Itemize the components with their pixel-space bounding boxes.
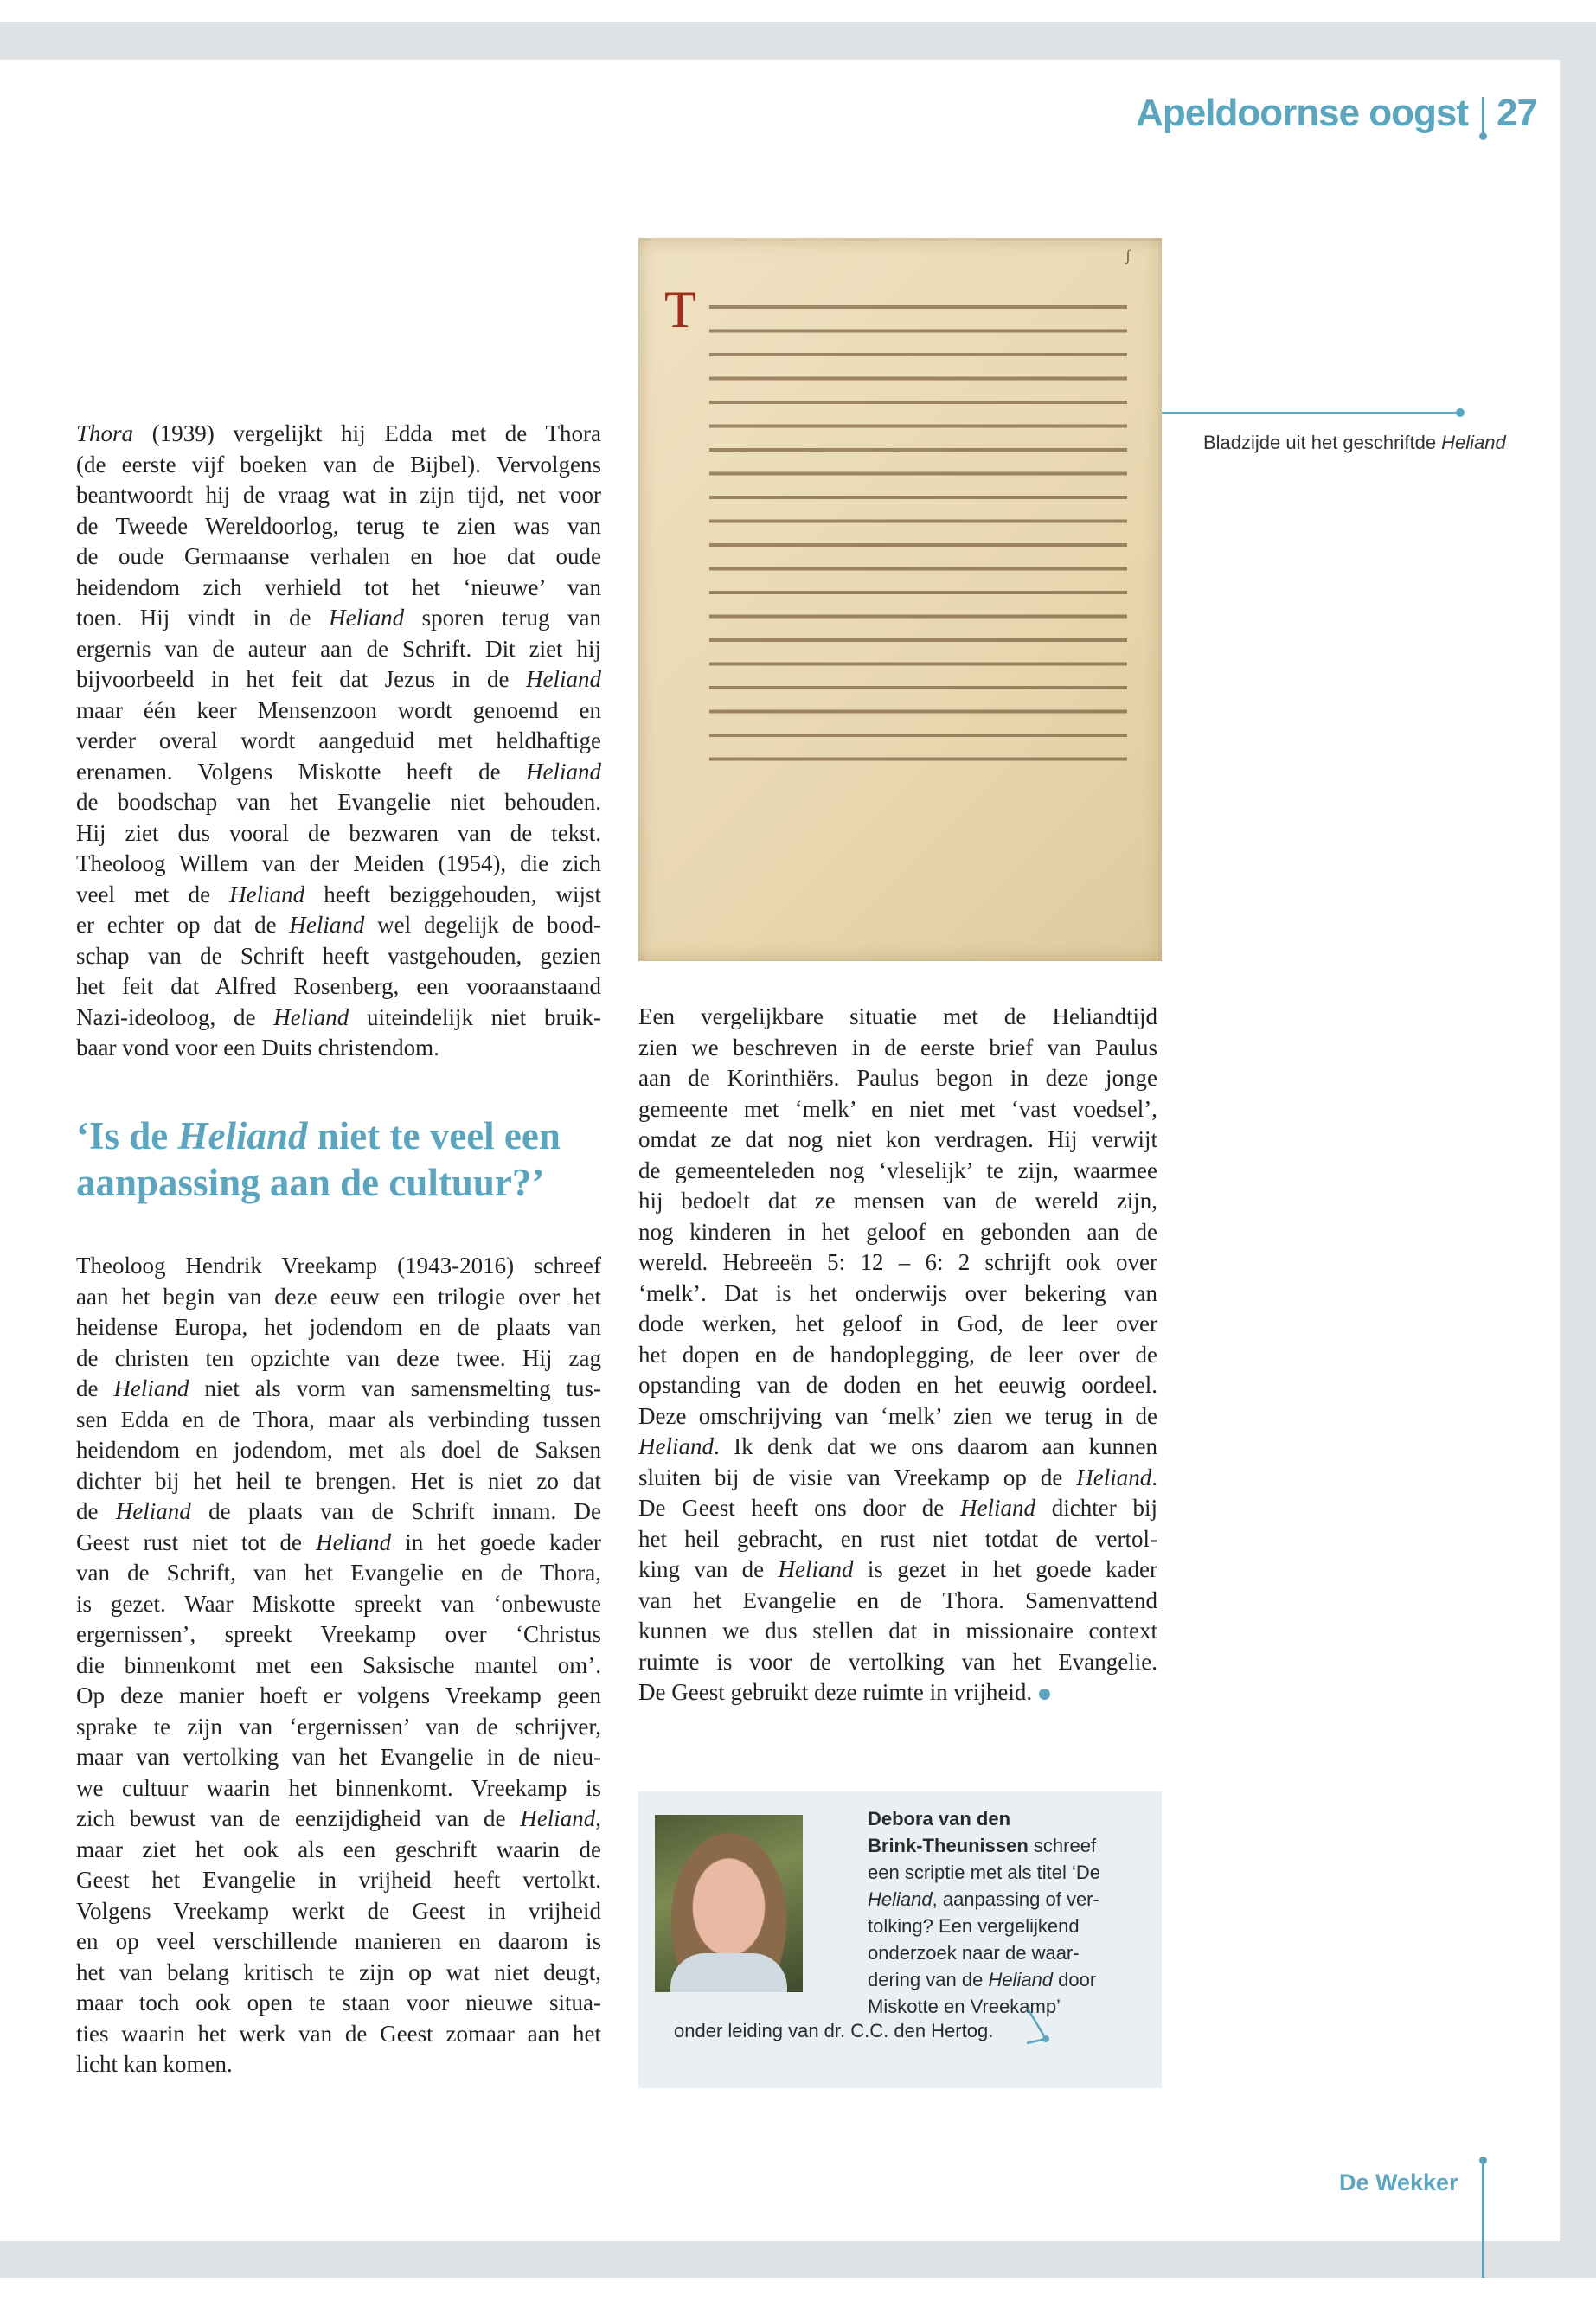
- text-line: [76, 1681, 601, 1712]
- text-span: toen. Hij vindt in de: [76, 605, 330, 631]
- footer-line: [1482, 2160, 1484, 2278]
- text-line: [76, 941, 601, 972]
- text-line: [76, 695, 601, 727]
- author-bio-text: [868, 1805, 1100, 2020]
- text-span: niet te veel een: [307, 1114, 561, 1157]
- text-span: erenamen. Volgens Miskotte heeft de: [76, 758, 526, 785]
- text-line: [868, 1966, 1100, 1993]
- text-span: Bladzijde uit het geschrift: [1203, 432, 1415, 453]
- text-line: [76, 1742, 601, 1773]
- text-span: onderzoek naar de waar-: [868, 1942, 1080, 1964]
- text-line: [76, 787, 601, 818]
- text-line: [76, 757, 601, 788]
- text-span: aan de Korinthiërs. Paulus begon in deze jonge: [638, 1065, 1157, 1091]
- text-span: door: [1053, 1969, 1097, 1990]
- text-line: [638, 1524, 1157, 1555]
- text-span: gemeente met ‘melk’ en niet met ‘vast voedsel’,: [638, 1095, 1157, 1122]
- text-span: sluiten bij de visie van Vreekamp op de: [638, 1464, 1077, 1490]
- text-span: aanpassing aan de cultuur?’: [76, 1161, 545, 1204]
- text-span: zich bewust van de eenzijdigheid van de: [76, 1805, 521, 1831]
- text-span: hij bedoelt dat ze mensen van de wereld zijn,: [638, 1188, 1157, 1214]
- text-line: [638, 1463, 1157, 1494]
- text-span: niet als vorm van samensmelting tus-: [189, 1375, 602, 1401]
- text-line: [76, 480, 601, 511]
- text-span: ‘Is de: [76, 1114, 178, 1157]
- text-span: de boodschap van het Evangelie niet behouden.: [76, 789, 601, 815]
- text-span: veel met de: [76, 881, 230, 907]
- figure-caption: [1203, 430, 1506, 456]
- italic-text: Heliand: [526, 758, 601, 785]
- text-line: [76, 971, 601, 1003]
- italic-text: Heliand: [177, 1114, 308, 1157]
- text-line: [76, 1528, 601, 1559]
- text-span: ruimte is voor de vertolking van het Evangelie.: [638, 1648, 1157, 1675]
- text-span: Hij ziet dus vooral de bezwaren van de tekst.: [76, 819, 601, 846]
- text-span: ties waarin het werk van de Geest zomaar aan het: [76, 2020, 601, 2047]
- manuscript-image: [638, 238, 1162, 961]
- italic-text: Heliand: [778, 1556, 854, 1582]
- text-line: [76, 1466, 601, 1497]
- text-line: [76, 419, 601, 450]
- text-span: king van de: [638, 1556, 779, 1582]
- text-span: schreef: [1028, 1835, 1097, 1856]
- text-line: [638, 1309, 1157, 1340]
- text-span: , aanpassing of ver-: [932, 1888, 1099, 1910]
- text-line: [76, 1804, 601, 1835]
- right-band: [1560, 22, 1596, 2278]
- bio-corner-arrow-icon: [1023, 2007, 1075, 2059]
- text-span: heidense Europa, het jodendom en de plaats van: [76, 1314, 601, 1340]
- text-span: wel degelijk de bood-: [364, 912, 601, 938]
- text-line: [76, 1343, 601, 1375]
- text-line: [76, 1497, 601, 1528]
- text-line: [638, 1493, 1157, 1524]
- italic-text: Heliand: [289, 912, 365, 938]
- text-span: heidendom en jodendom, met als doel de Saksen: [76, 1437, 601, 1463]
- text-span: schap van de Schrift heeft vastgehouden, gezien: [76, 942, 601, 969]
- italic-text: Heliand: [113, 1375, 189, 1401]
- text-line: [76, 1033, 601, 1064]
- text-span: van de Schrift, van het Evangelie en de Thora,: [76, 1560, 601, 1586]
- text-span: de oude Germaanse verhalen en hoe dat oude: [76, 543, 601, 569]
- text-line: [638, 1616, 1157, 1647]
- text-span: verder overal wordt aangeduid met heldhaftige: [76, 727, 601, 753]
- text-line: [638, 1033, 1157, 1064]
- text-line: [638, 1586, 1157, 1617]
- section-title: Apeldoornse oogst: [1136, 92, 1469, 134]
- text-line: [638, 1156, 1157, 1187]
- right-column: [638, 1002, 1157, 1708]
- text-span: heidendom zich verhield tot het ‘nieuwe’ van: [76, 574, 601, 600]
- text-span: de: [76, 1498, 116, 1524]
- text-line: [76, 1558, 601, 1589]
- text-span: Volgens Vreekamp werkt de Geest in vrijheid: [76, 1897, 601, 1924]
- text-span: de: [1414, 432, 1442, 453]
- text-span: Theoloog Willem van der Meiden (1954), die zich: [76, 850, 601, 876]
- footer-dot: [1479, 2157, 1487, 2164]
- text-line: [76, 1003, 601, 1034]
- text-line: [868, 1805, 1100, 1832]
- text-line: [638, 1677, 1157, 1708]
- text-span: nog kinderen in het geloof en gebonden aan de: [638, 1218, 1157, 1245]
- italic-text: Heliand: [329, 605, 405, 631]
- italic-text: Heliand: [520, 1805, 596, 1831]
- text-span: maar ziet het ook als een geschrift waarin de: [76, 1836, 601, 1862]
- text-span: Geest rust niet tot de: [76, 1529, 317, 1555]
- text-span: . Ik denk dat we ons daarom aan kunnen: [714, 1433, 1157, 1459]
- text-line: [1203, 432, 1415, 453]
- text-line: [638, 1370, 1157, 1401]
- text-span: De Geest gebruikt deze ruimte in vrijheid.: [638, 1679, 1033, 1705]
- italic-text: Heliand: [273, 1003, 349, 1030]
- caption-leader-line: [1162, 412, 1459, 414]
- text-span: van het Evangelie en de Thora. Samenvattend: [638, 1586, 1157, 1613]
- text-line: [76, 2049, 601, 2080]
- text-line: [638, 1401, 1157, 1433]
- text-span: licht kan komen.: [76, 2051, 233, 2077]
- text-line: [638, 1125, 1157, 1156]
- text-span: dode werken, het geloof in God, de leer over: [638, 1311, 1157, 1336]
- text-span: ergernissen’, spreekt Vreekamp over ‘Christus: [76, 1621, 601, 1647]
- text-line: [76, 1958, 601, 1989]
- text-span: heeft beziggehouden, wijst: [304, 881, 601, 907]
- text-span: de Tweede Wereldoorlog, terug te zien was van: [76, 512, 601, 539]
- text-line: [76, 634, 601, 665]
- text-line: [76, 1282, 601, 1313]
- page-number: 27: [1497, 92, 1537, 134]
- end-of-article-dot-icon: [1039, 1689, 1050, 1700]
- italic-text: Heliand: [526, 666, 601, 692]
- text-line: [638, 1432, 1157, 1463]
- text-line: [76, 1435, 601, 1466]
- text-span: De Geest heeft ons door de: [638, 1495, 960, 1521]
- text-span: aan het begin van deze eeuw een trilogie over het: [76, 1283, 601, 1310]
- text-line: [76, 726, 601, 757]
- text-line: [638, 1647, 1157, 1678]
- text-line: [638, 1554, 1157, 1586]
- text-line: [638, 1247, 1157, 1279]
- text-line: [76, 1159, 612, 1206]
- italic-text: Heliand: [960, 1495, 1035, 1521]
- text-line: [76, 1835, 601, 1866]
- text-line: [868, 1939, 1100, 1966]
- text-span: de: [76, 1375, 114, 1401]
- text-span: sen Edda en de Thora, maar als verbinding tussen: [76, 1406, 601, 1433]
- text-span: de christen ten opzichte van deze twee. Hij zag: [76, 1344, 601, 1371]
- italic-text: Thora: [76, 420, 134, 446]
- text-span: er echter op dat de: [76, 912, 290, 938]
- text-line: [76, 1589, 601, 1620]
- text-line: [76, 511, 601, 542]
- text-line: [638, 1094, 1157, 1125]
- text-line: [76, 1619, 601, 1650]
- caption-leader-dot: [1456, 408, 1465, 417]
- text-span: omdat ze dat nog niet kon verdragen. Hij verwijt: [638, 1126, 1157, 1152]
- subheading: [76, 1112, 612, 1206]
- italic-text: Heliand: [988, 1969, 1054, 1990]
- author-bio-box: [638, 1791, 1162, 2088]
- text-line: [638, 1279, 1157, 1310]
- text-line: [76, 542, 601, 573]
- publication-name: De Wekker: [1339, 2170, 1458, 2195]
- text-line: [76, 664, 601, 695]
- text-span: sprake te zijn van ‘ergernissen’ van de schrijver,: [76, 1713, 601, 1740]
- manuscript-folio-mark: ʃ: [1125, 247, 1131, 264]
- italic-text: Heliand: [1076, 1464, 1152, 1490]
- manuscript-script-lines: [709, 290, 1127, 762]
- text-line: [868, 1832, 1100, 1859]
- text-line: [638, 1002, 1157, 1033]
- text-span: dichter bij het heil te brengen. Het is niet zo dat: [76, 1467, 601, 1494]
- text-line: [638, 1186, 1157, 1217]
- text-line: [76, 2019, 601, 2050]
- text-span: bijvoorbeeld in het feit dat Jezus in de: [76, 666, 526, 692]
- text-span: is gezet in het goede kader: [853, 1556, 1157, 1582]
- text-line: [76, 1650, 601, 1682]
- page-header: [1136, 92, 1537, 135]
- text-line: [76, 1251, 601, 1282]
- text-span: .: [1151, 1464, 1157, 1490]
- bold-text: Brink-Theunissen: [868, 1835, 1029, 1856]
- text-line: [868, 1886, 1100, 1913]
- text-span: beantwoordt hij de vraag wat in zijn tijd, net voor: [76, 482, 601, 508]
- text-span: ,: [595, 1805, 601, 1831]
- text-line: [76, 1712, 601, 1743]
- text-span: sporen terug van: [404, 605, 601, 631]
- bold-text: Debora van den: [868, 1808, 1011, 1830]
- text-span: een scriptie met als titel ‘De: [868, 1862, 1100, 1883]
- text-span: maar toch ook open te staan voor nieuwe situa-: [76, 1990, 601, 2016]
- text-line: [868, 1859, 1100, 1886]
- text-span: ergernis van de auteur aan de Schrift. Dit ziet hij: [76, 635, 601, 662]
- text-line: [76, 1405, 601, 1436]
- text-span: in het goede kader: [391, 1529, 601, 1555]
- text-span: tolking? Een vergelijkend: [868, 1915, 1080, 1937]
- text-span: Miskotte en Vreekamp’: [868, 1996, 1061, 2017]
- text-span: dichter bij: [1035, 1495, 1157, 1521]
- text-line: [76, 849, 601, 880]
- text-span: ‘melk’. Dat is het onderwijs over bekering van: [638, 1279, 1157, 1306]
- italic-text: Heliand: [1441, 432, 1506, 453]
- author-photo: [655, 1815, 803, 1992]
- text-line: [1415, 432, 1506, 453]
- text-line: [76, 1896, 601, 1927]
- text-line: [76, 1374, 601, 1405]
- text-span: het heil gebracht, en rust niet totdat de vertol-: [638, 1525, 1157, 1552]
- text-line: [76, 1312, 601, 1343]
- header-separator: [1482, 97, 1484, 135]
- italic-text: Heliand: [638, 1433, 714, 1459]
- text-line: [76, 880, 601, 911]
- text-span: maar één keer Mensenzoon wordt genoemd en: [76, 696, 601, 723]
- italic-text: Heliand: [868, 1888, 933, 1910]
- text-span: maar van vertolking van het Evangelie in de nieu-: [76, 1744, 601, 1770]
- text-span: Nazi-ideoloog, de: [76, 1003, 274, 1030]
- text-span: Geest het Evangelie in vrijheid heeft vertolkt.: [76, 1867, 601, 1893]
- left-column-para2: [76, 1251, 601, 2080]
- text-line: [76, 450, 601, 481]
- author-bio-last-line: onder leiding van dr. C.C. den Hertog.: [674, 2020, 994, 2041]
- text-line: [76, 1112, 612, 1159]
- text-span: die binnenkomt met een Saksische mantel om’.: [76, 1651, 601, 1678]
- text-span: Theoloog Hendrik Vreekamp (1943-2016) schreef: [76, 1253, 601, 1279]
- text-span: zien we beschreven in de eerste brief van Paulus: [638, 1034, 1157, 1061]
- left-column-para1: [76, 419, 601, 1064]
- italic-text: Heliand: [316, 1529, 392, 1555]
- text-span: Op deze manier hoeft er volgens Vreekamp geen: [76, 1682, 601, 1708]
- text-span: (de eerste vijf boeken van de Bijbel). Vervolgens: [76, 451, 601, 478]
- text-span: de plaats van de Schrift innam. De: [190, 1498, 601, 1524]
- text-span: kunnen we dus stellen dat in missionaire context: [638, 1618, 1157, 1644]
- text-span: (1939) vergelijkt hij Edda met de Thora: [133, 420, 601, 446]
- text-span: is gezet. Waar Miskotte spreekt van ‘onbewuste: [76, 1590, 601, 1617]
- text-line: [638, 1063, 1157, 1094]
- text-span: Een vergelijkbare situatie met de Heliandtijd: [638, 1003, 1157, 1029]
- text-span: het van belang kritisch te zijn op wat niet deugt,: [76, 1958, 601, 1985]
- italic-text: Heliand: [115, 1498, 191, 1524]
- top-band: [0, 22, 1596, 60]
- manuscript-initial: T: [664, 281, 696, 338]
- text-line: [76, 1865, 601, 1896]
- italic-text: Heliand: [229, 881, 305, 907]
- text-span: Deze omschrijving van ‘melk’ zien we terug in de: [638, 1402, 1157, 1429]
- text-line: [76, 603, 601, 634]
- text-line: [76, 910, 601, 941]
- text-line: [638, 1340, 1157, 1371]
- text-line: [76, 1926, 601, 1958]
- text-span: opstanding van de doden en het eeuwig oordeel.: [638, 1372, 1157, 1398]
- text-line: [638, 1217, 1157, 1248]
- text-line: [76, 818, 601, 849]
- text-span: uiteindelijk niet bruik-: [349, 1003, 601, 1030]
- text-line: [76, 1773, 601, 1804]
- text-span: de gemeenteleden nog ‘vleselijk’ te zijn, waarmee: [638, 1157, 1157, 1183]
- text-line: [76, 1988, 601, 2019]
- text-span: het dopen en de handoplegging, de leer over de: [638, 1341, 1157, 1368]
- text-span: baar vond voor een Duits christendom.: [76, 1035, 439, 1061]
- text-span: wereld. Hebreeën 5: 12 – 6: 2 schrijft ook over: [638, 1249, 1157, 1275]
- text-line: [76, 573, 601, 604]
- text-span: dering van de: [868, 1969, 989, 1990]
- text-span: het feit dat Alfred Rosenberg, een vooraanstaand: [76, 973, 601, 999]
- text-span: we cultuur waarin het binnenkomt. Vreekamp is: [76, 1774, 601, 1801]
- text-span: en op veel verschillende manieren en daarom is: [76, 1928, 601, 1954]
- text-line: [868, 1913, 1100, 1939]
- bottom-band: [0, 2241, 1596, 2278]
